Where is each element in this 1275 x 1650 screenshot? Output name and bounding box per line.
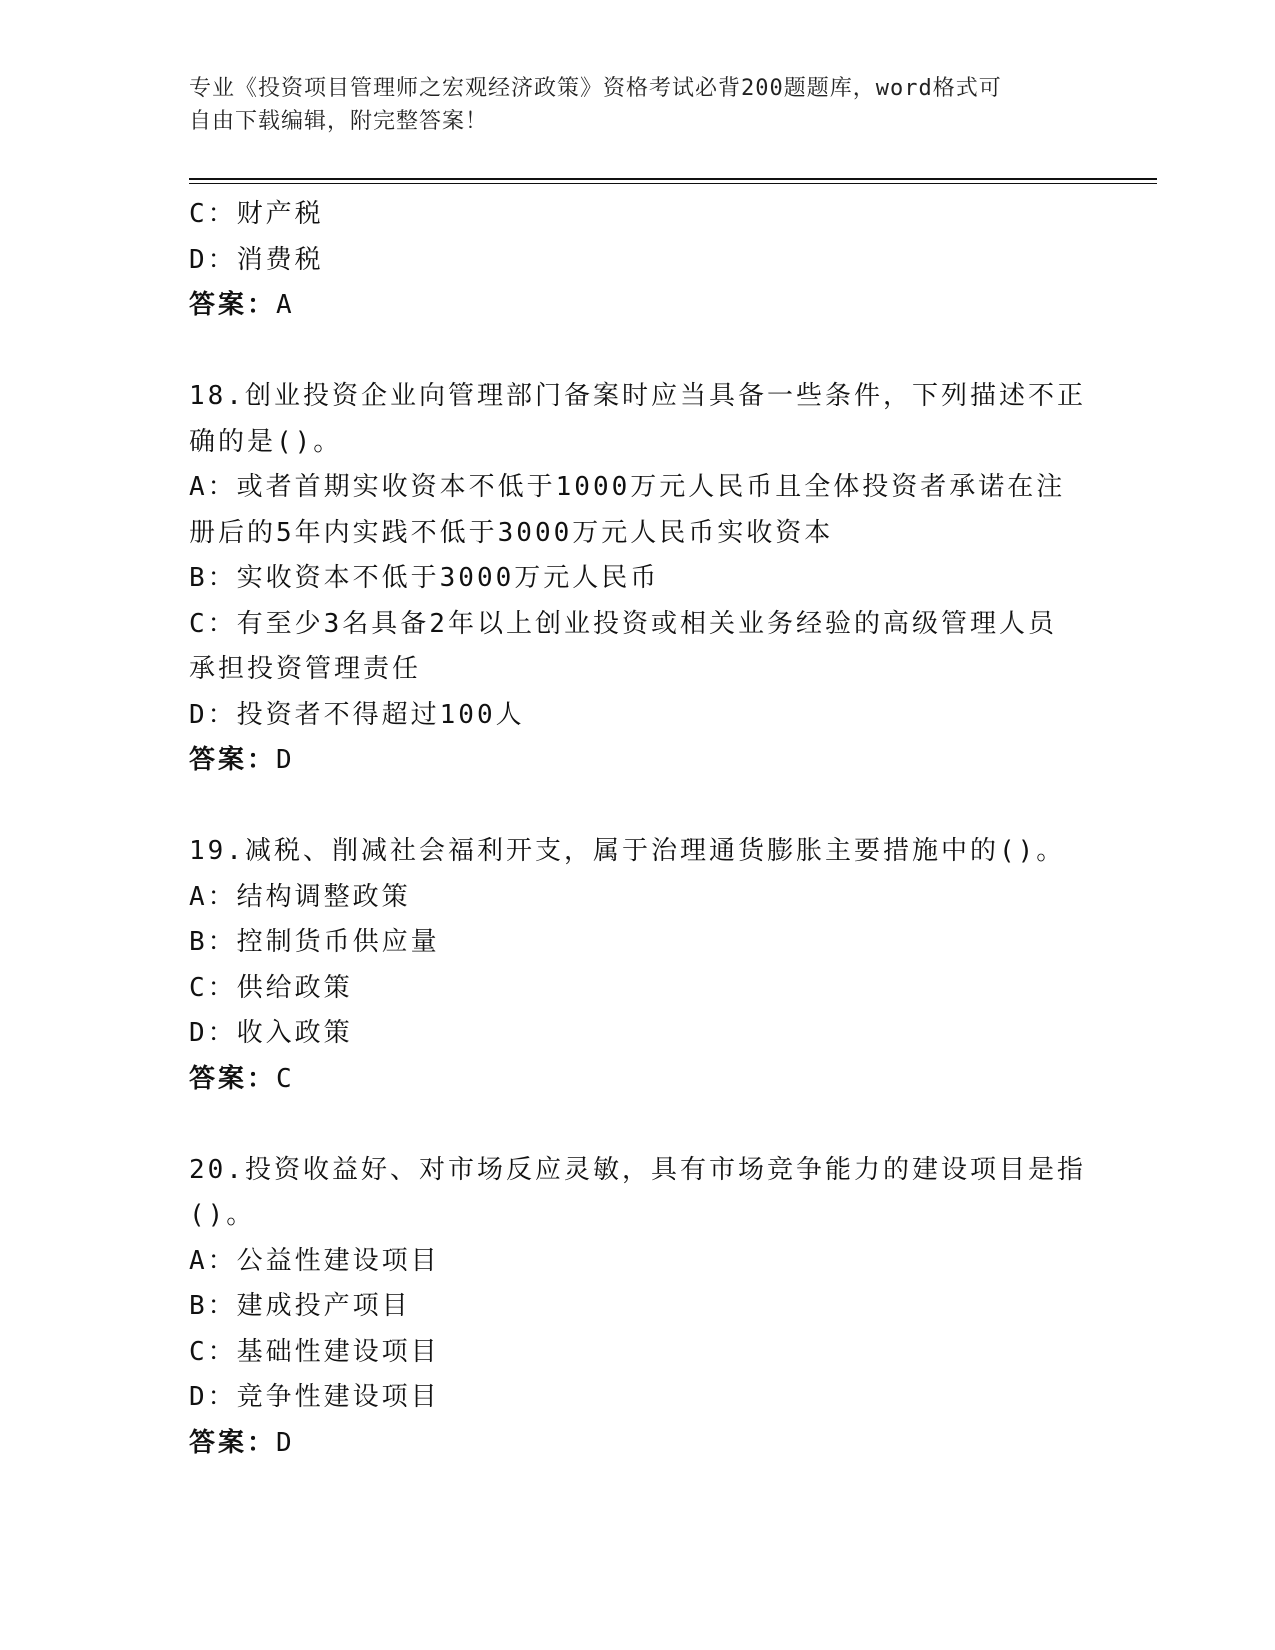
question-stem: 20.投资收益好、对市场反应灵敏，具有市场竞争能力的建设项目是指 bbox=[189, 1154, 1086, 1185]
option-c: C：财产税 bbox=[189, 199, 324, 229]
header-divider-thin bbox=[189, 183, 1157, 184]
answer-value: A bbox=[276, 290, 295, 320]
option-a: A：或者首期实收资本不低于1000万元人民币且全体投资者承诺在注 bbox=[189, 472, 1066, 502]
option-c: C：基础性建设项目 bbox=[189, 1336, 440, 1367]
header-divider bbox=[189, 178, 1157, 180]
question-20 bbox=[189, 1148, 1089, 1467]
header-line-2: 自由下载编辑，附完整答案！ bbox=[189, 109, 489, 134]
question-stem-cont: ()。 bbox=[189, 1200, 256, 1230]
answer-value: D bbox=[276, 1427, 295, 1458]
answer-line bbox=[189, 283, 1089, 329]
header-line-1: 专业《投资项目管理师之宏观经济政策》资格考试必背200题题库，word格式可 bbox=[189, 76, 1002, 101]
answer-line bbox=[189, 738, 1089, 784]
option-d: D：消费税 bbox=[189, 244, 324, 275]
option-c: C：有至少3名具备2年以上创业投资或相关业务经验的高级管理人员 bbox=[189, 608, 1057, 639]
option-b: B：建成投产项目 bbox=[189, 1291, 411, 1321]
answer-label: 答案： bbox=[189, 1063, 277, 1094]
question-18 bbox=[189, 374, 1089, 784]
question-stem: 19.减税、削减社会福利开支，属于治理通货膨胀主要措施中的()。 bbox=[189, 836, 1066, 866]
question-content bbox=[189, 192, 1089, 1466]
option-d: D：收入政策 bbox=[189, 1018, 353, 1048]
question-19 bbox=[189, 829, 1089, 1102]
page-header bbox=[189, 72, 1089, 138]
option-b: B：控制货币供应量 bbox=[189, 927, 440, 957]
option-a-cont: 册后的5年内实践不低于3000万元人民币实收资本 bbox=[189, 517, 834, 548]
option-b: B：实收资本不低于3000万元人民币 bbox=[189, 563, 660, 593]
answer-value: C bbox=[276, 1063, 295, 1094]
answer-label: 答案： bbox=[189, 1427, 277, 1458]
answer-label: 答案： bbox=[189, 745, 277, 775]
answer-label: 答案： bbox=[189, 290, 277, 320]
option-a: A：公益性建设项目 bbox=[189, 1245, 440, 1276]
answer-line bbox=[189, 1421, 1089, 1467]
option-c: C：供给政策 bbox=[189, 972, 353, 1003]
answer-line bbox=[189, 1057, 1089, 1103]
answer-value: D bbox=[276, 745, 295, 775]
option-d: D：投资者不得超过100人 bbox=[189, 699, 525, 730]
option-c-cont: 承担投资管理责任 bbox=[189, 654, 422, 684]
question-stem-cont: 确的是()。 bbox=[189, 426, 343, 457]
question-stem: 18.创业投资企业向管理部门备案时应当具备一些条件，下列描述不正 bbox=[189, 381, 1086, 411]
option-a: A：结构调整政策 bbox=[189, 881, 411, 912]
option-d: D：竞争性建设项目 bbox=[189, 1382, 440, 1412]
